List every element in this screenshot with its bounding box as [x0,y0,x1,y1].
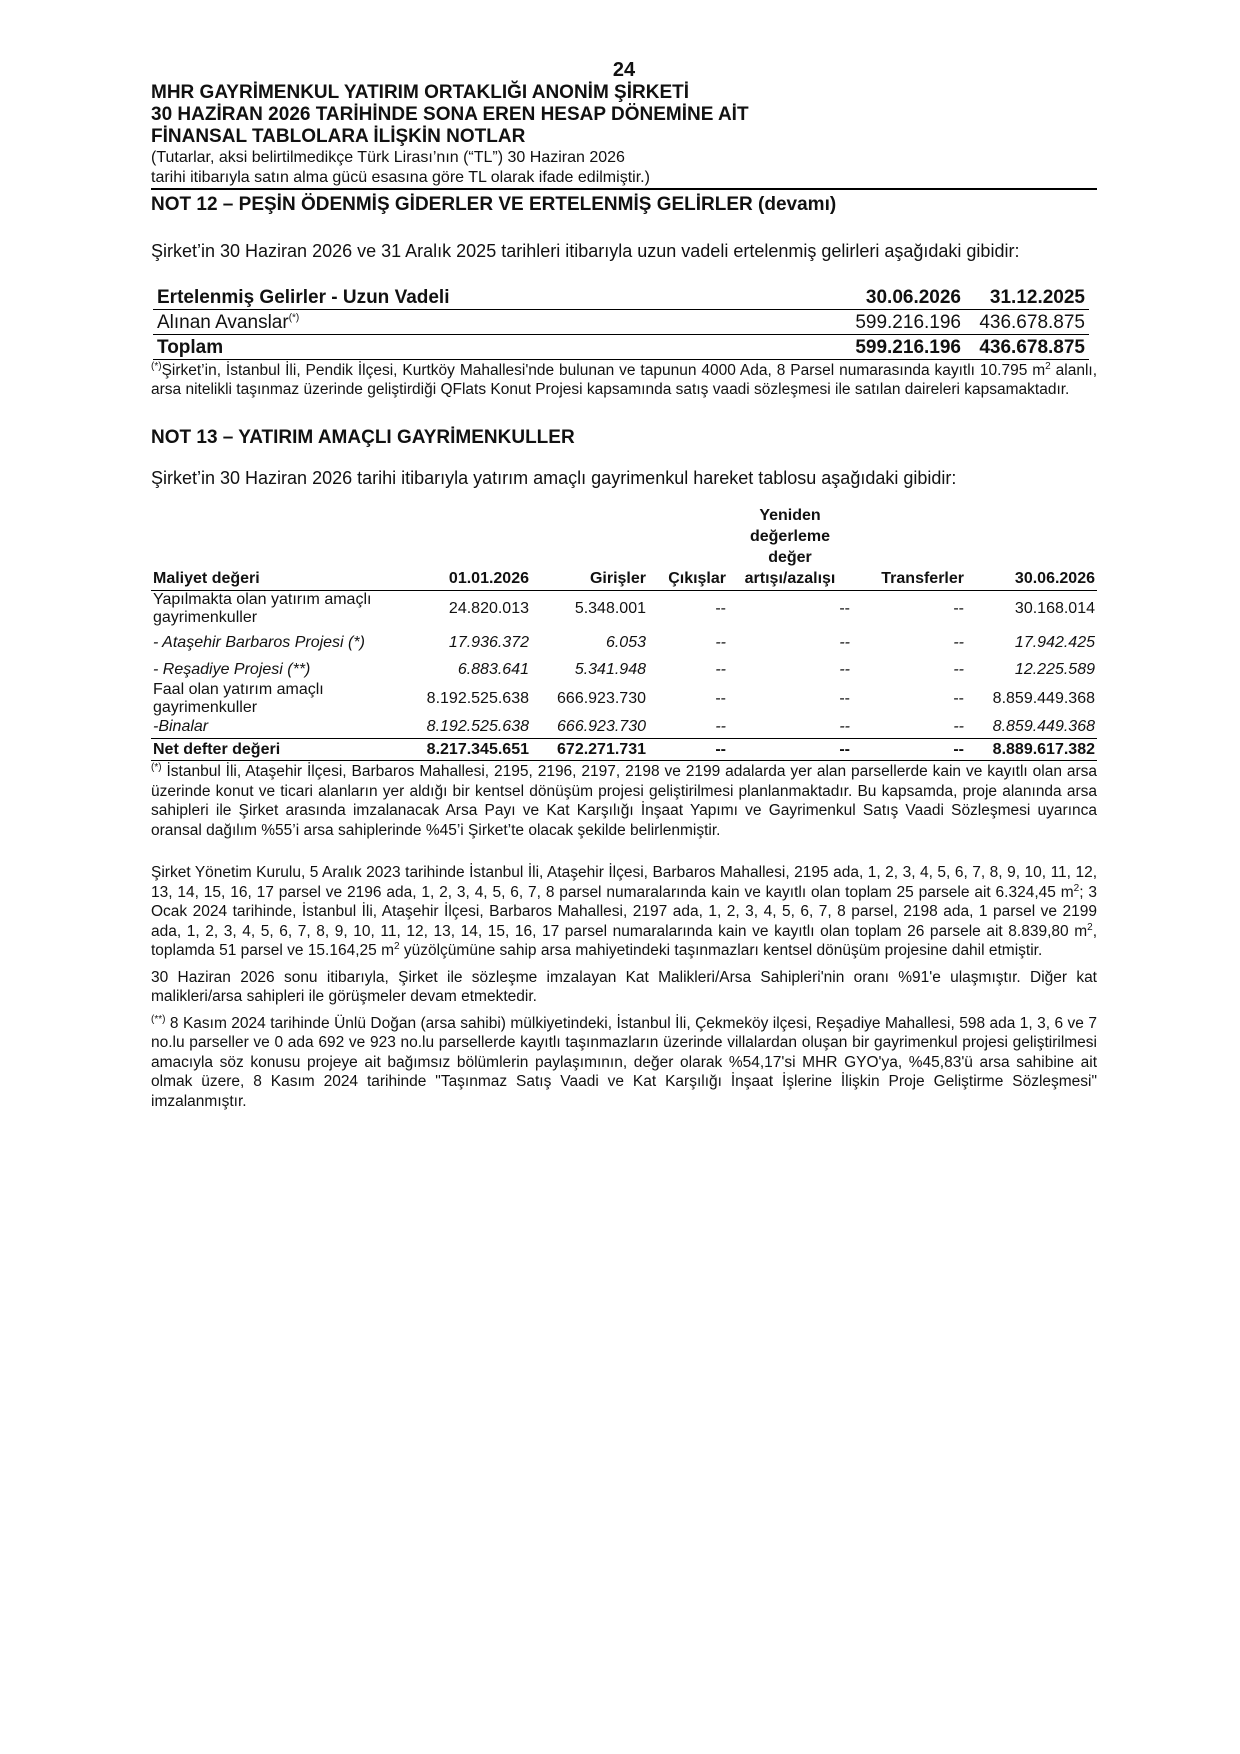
row-opening: 8.192.525.638 [426,718,529,736]
note-13-footnote-1-text: İstanbul İli, Ataşehir İlçesi, Barbaros Mahallesi, 2195, 2196, 2197, 2198 ve 2199 adalarda yer alan parsellerde kain ve kayıtlı olan arsa üzerinde konut ve ticari alanların yer aldığı bir kentsel dönüşüm projesi geliştirilmesi planlanmaktadır. Bu kapsamda, proje alanında arsa sahipleri ile Şirket arasında imzalanacak Arsa Payı ve Kat Karşılığı İnşaat Yapımı ve Gayrimenkul Satış Vaadi Sözleşmesi uyarınca oransal dağılım %55’i arsa sahiplerinde %45’i Şirket’te olacak şekilde belirlenmiştir. [151,763,1097,839]
row-label: Faal olan yatırım amaçlı gayrimenkuller [153,680,324,716]
row-closing: 30.168.014 [1014,599,1095,617]
row-revaluation: -- [839,689,850,707]
header-disposals: Çıkışlar [648,505,728,591]
paragraph-1-text-c: , toplamda 51 parsel ve 15.164,25 m [151,922,1097,959]
note-13-title: NOT 13 – YATIRIM AMAÇLI GAYRİMENKULLER [151,426,575,448]
note-12-footnote-text-b: alanlı, arsa nitelikli taşınmaz üzerinde geliştirdiği QFlats Konut Projesi kapsamında satış vaadi sözleşmesi ile satılan daireleri kapsamaktadır. [151,361,1097,398]
row-additions: 6.053 [605,633,646,651]
row-label: - Reşadiye Projesi (**) [153,660,311,678]
table-row [151,681,1097,717]
paragraph-1-sup-1: 2 [1073,882,1080,894]
row-opening: 6.883.641 [457,660,529,678]
row-additions: 5.348.001 [574,599,646,617]
investment-property-table [151,505,1097,762]
note-12-footnote [151,361,1097,400]
deferred-income-table [153,284,1089,360]
advances-received-cell [153,309,841,334]
row-closing: 8.859.449.368 [992,689,1095,707]
row-disposals: -- [715,633,726,651]
row-transfers: -- [953,633,964,651]
paragraph-1-sup-2: 2 [1087,921,1093,933]
row-closing: 17.942.425 [1014,633,1095,651]
deferred-income-total-row [153,334,1089,359]
row-opening: 24.820.013 [448,599,529,617]
row-disposals: -- [715,599,726,617]
deferred-income-header-2025: 31.12.2025 [965,284,1089,309]
row-additions: 666.923.730 [557,718,646,736]
row-revaluation: -- [839,718,850,736]
investment-table-header-row [151,505,1097,591]
deferred-income-total-2026: 599.216.196 [841,334,965,359]
header-additions: Girişler [531,505,648,591]
table-row [151,627,1097,659]
deferred-income-row [153,309,1089,334]
row-revaluation: -- [839,599,850,617]
row-transfers: -- [953,718,964,736]
total-label: Net defter değeri [151,739,415,761]
header-revaluation-line-3: değer [768,548,812,566]
header-cost-value: Maliyet değeri [151,505,415,591]
row-opening: 17.936.372 [448,633,529,651]
advances-received-marker: (*) [288,312,300,324]
row-label: -Binalar [153,718,209,736]
advances-received-label: Alınan Avanslar [157,311,289,333]
header-revaluation-line-1: Yeniden [759,506,821,524]
deferred-income-header-row [153,284,1089,309]
total-transfers: -- [852,739,966,761]
report-title: 30 HAZİRAN 2026 TARİHİNDE SONA EREN HESAP DÖNEMİNE AİT [151,104,749,125]
deferred-income-header-2026: 30.06.2026 [841,284,965,309]
row-label: Yapılmakta olan yatırım amaçlı gayrimenkuller [153,590,372,626]
note-12-title: NOT 12 – PEŞİN ÖDENMİŞ GİDERLER VE ERTELENMİŞ GELİRLER (devamı) [151,194,837,215]
deferred-income-header-label: Ertelenmiş Gelirler - Uzun Vadeli [153,284,841,309]
company-name: MHR GAYRİMENKUL YATIRIM ORTAKLIĞI ANONİM ŞİRKETİ [151,82,690,103]
row-transfers: -- [953,599,964,617]
paragraph-1-sup-3: 2 [394,940,400,952]
currency-note-line-2: tarihi itibarıyla satın alma gücü esasına göre TL olarak ifade edilmiştir.) [151,168,1097,190]
document-page [151,58,1097,1111]
deferred-income-total-2025: 436.678.875 [965,334,1089,359]
header-transfers: Transferler [852,505,966,591]
row-closing: 8.859.449.368 [992,718,1095,736]
note-13-intro: Şirket’in 30 Haziran 2026 tarihi itibarıyla yatırım amaçlı gayrimenkul hareket tablosu aşağıdaki gibidir: [151,467,957,488]
note-13-footnote-2-text: 8 Kasım 2024 tarihinde Ünlü Doğan (arsa sahibi) mülkiyetindeki, İstanbul İli, Çekmeköy ilçesi, Reşadiye Mahallesi, 598 ada 1, 3, 6 ve 7 no.lu parseller ve 0 ada 692 ve 923 no.lu parsellerde kayıtlı taşınmazların üzerinde villalardan oluşan bir gayrimenkul projesi geliştirilmesi amacıyla söz konusu projeye ait bağımsız bölümlerin paylaşımının, değer olarak %54,17'si MHR GYO'ya, %45,83'ü arsa sahibine ait olmak üzere, 8 Kasım 2024 tarihinde "Taşınmaz Satış Vaadi ve Kat Karşılığı İnşaat İşlerine İlişkin Proje Geliştirme Sözleşmesi" imzalanmıştır. [151,1014,1097,1110]
total-closing: 8.889.617.382 [966,739,1097,761]
row-closing: 12.225.589 [1014,660,1095,678]
table-row [151,590,1097,627]
total-revaluation: -- [728,739,852,761]
table-row [151,659,1097,681]
note-13-footnote-1 [151,762,1097,840]
note-12-footnote-text-a: Şirket’in, İstanbul İli, Pendik İlçesi, Kurtköy Mahallesi'nde bulunan ve tapunun 4000 Ada, 8 Parsel numarasında kayıtlı 10.795 m [161,361,1046,379]
paragraph-1-text-b: ; 3 Ocak 2024 tarihinde, İstanbul İli, Ataşehir İlçesi, Barbaros Mahallesi, 2197 ada, 1, 2, 3, 4, 5, 6, 7, 8 parsel, 2198 ada, 1 parsel ve 2199 ada, 1, 2, 3, 4, 5, 6, 7, 8, 9, 10, 11, 12, 13, 14, 15, 16, 17 parsel numaralarında kain ve kayıtlı olan toplam 26 parsele ait 8.839,80 m [151,883,1097,940]
note-13-footnote-1-marker: (*) [151,761,162,773]
note-12-footnote-marker: (*) [151,360,162,372]
row-revaluation: -- [839,633,850,651]
net-book-value-row [151,739,1097,761]
note-13-footnote-2-marker: (**) [151,1013,166,1025]
paragraph-1-text-d: yüzölçümüne sahip arsa mahiyetindeki taşınmazları kentsel dönüşüm projesine dahil etmiştir. [399,942,1043,959]
note-13-footnote-2 [151,1014,1097,1112]
header-revaluation-line-4: artışı/azalışı [744,569,836,587]
note-12-intro: Şirket’in 30 Haziran 2026 ve 31 Aralık 2025 tarihleri itibarıyla uzun vadeli ertelenmiş gelirleri aşağıdaki gibidir: [151,241,1020,261]
total-disposals: -- [648,739,728,761]
header-closing: 30.06.2026 [966,505,1097,591]
header-revaluation-line-2: değerleme [749,527,831,545]
table-row [151,717,1097,739]
row-transfers: -- [953,660,964,678]
header-opening: 01.01.2026 [415,505,531,591]
row-additions: 666.923.730 [557,689,646,707]
note-13-paragraph-2: 30 Haziran 2026 sonu itibarıyla, Şirket ile sözleşme imzalayan Kat Malikleri/Arsa Sahipleri'nin oranı %91'e ulaşmıştır. Diğer kat malikleri/arsa sahipleri ile görüşmeler devam etmektedir. [151,968,1097,1005]
header-revaluation [728,505,852,591]
row-disposals: -- [715,689,726,707]
row-disposals: -- [715,660,726,678]
paragraph-1-text-a: Şirket Yönetim Kurulu, 5 Aralık 2023 tarihinde İstanbul İli, Ataşehir İlçesi, Barbaros Mahallesi, 2195 ada, 1, 2, 3, 4, 5, 6, 7, 8, 9, 10, 11, 12, 13, 14, 15, 16, 17 parsel ve 2196 ada, 1, 2, 3, 4, 5, 6, 7, 8 parsel numaralarında kain ve kayıtlı olan toplam 25 parsele ait 6.324,45 m [151,864,1097,901]
row-transfers: -- [953,689,964,707]
page-number: 24 [612,59,636,81]
row-disposals: -- [715,718,726,736]
row-additions: 5.341.948 [574,660,646,678]
row-opening: 8.192.525.638 [426,689,529,707]
note-12-footnote-sup: 2 [1045,360,1051,372]
note-13-paragraph-1 [151,863,1097,961]
notes-title: FİNANSAL TABLOLARA İLİŞKİN NOTLAR [151,126,526,147]
total-opening: 8.217.345.651 [415,739,531,761]
advances-received-2026: 599.216.196 [855,311,961,333]
row-revaluation: -- [839,660,850,678]
total-additions: 672.271.731 [531,739,648,761]
currency-note-line-1: (Tutarlar, aksi belirtilmedikçe Türk Lirası’nın (“TL”) 30 Haziran 2026 [151,149,625,166]
deferred-income-total-label: Toplam [153,334,841,359]
row-label: - Ataşehir Barbaros Projesi (*) [153,633,365,651]
advances-received-2025: 436.678.875 [979,311,1085,333]
